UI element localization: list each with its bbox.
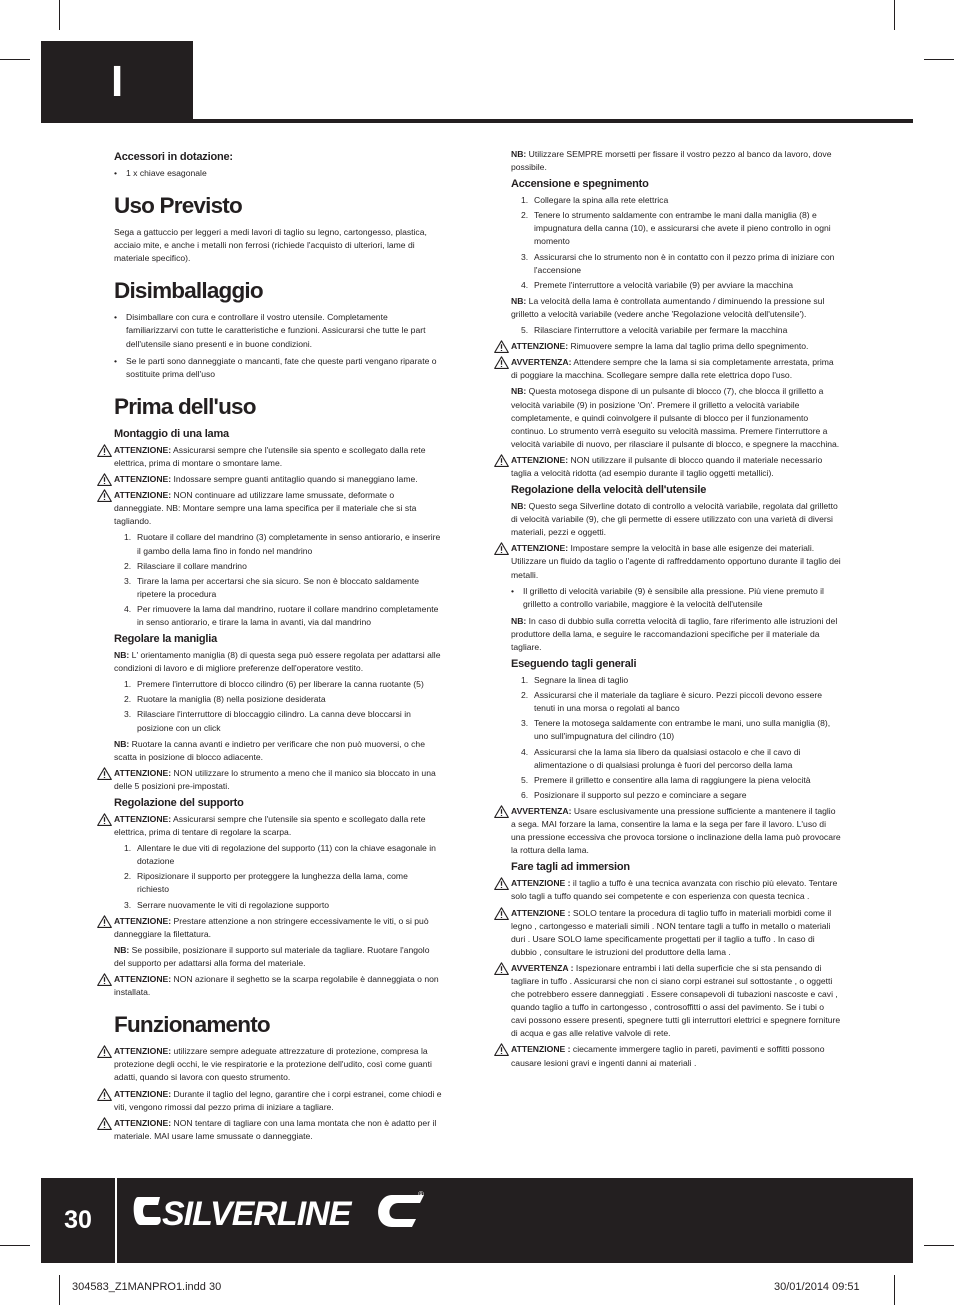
warning-label: ATTENZIONE: <box>114 915 172 926</box>
warning-text: ciecamente immergere taglio in pareti, pavimenti e soffitti possono causare lesioni gravi e ingenti danni ai materiali . <box>511 1044 825 1068</box>
warning-note <box>114 813 442 839</box>
step-text: Premete l'interruttore a velocità variabile (9) per avviare la macchina <box>534 279 794 290</box>
step-text: Collegare la spina alla rete elettrica <box>534 195 669 206</box>
list-item: 1. Premere l'interruttore di blocco cilindro (6) per liberare la canna ruotante (5) <box>124 679 424 690</box>
disimballaggio-bullet: • Disimballare con cura e controllare il vostro utensile. Completamente familiarizzarvi con tutte le caratteristiche e funzioni. Assicurarsi che tutte le part dell'utensile siano presenti e in buone condizioni. <box>114 311 442 350</box>
prima-uso-heading: Prima dell'uso <box>114 393 256 419</box>
silverline-logo <box>130 1183 430 1238</box>
registered-mark: ® <box>418 1190 424 1199</box>
left-column <box>114 148 442 1146</box>
step-text: Premere il grilletto e consentire alla lama di raggiungere la piena velocità <box>534 774 811 785</box>
warning-note <box>511 1043 841 1069</box>
language-code: I <box>111 57 124 106</box>
nb-text: Ruotare la canna avanti e indietro per verificare che non può muoversi, o che scatta in posizione di blocco adiacente. <box>114 738 425 762</box>
step-text: Tenere lo strumento saldamente con entrambe le mani dalla maniglia (8) e impugnatura della canna (10), e assicurarsi che avete il pieno controllo in ogni momento <box>534 210 831 247</box>
warning-note <box>114 973 442 999</box>
list-item: 2. Riposizionare il supporto per proteggere la lunghezza della lama, come richiesto <box>124 871 408 895</box>
step-text: Rilasciare l'interruttore di bloccaggio cilindro. La canna deve bloccarsi in posizione con un click <box>137 709 411 733</box>
warning-text: Attendere sempre che la lama si sia completamente arrestata, prima di poggiare la macchina. Scollegare sempre dalla rete elettrica dopo l'uso. <box>511 357 834 381</box>
step-text: Per rimuovere la lama dal mandrino, ruotare il collare mandrino completamente in senso antiorario, e tirare la lama in avanti, via dal mandrino <box>137 603 439 627</box>
accensione-steps-cont <box>511 324 841 337</box>
nb-text: Se possibile, posizionare il supporto sul materiale da tagliare. Ruotare l'angolo del supporto per adattarsi alla forma del materiale. <box>114 944 430 968</box>
nb-note <box>511 295 841 321</box>
crop-mark <box>0 59 30 60</box>
montaggio-heading: Montaggio di una lama <box>114 427 229 440</box>
warning-label: ATTENZIONE: <box>114 490 172 501</box>
step-text: Serrare nuovamente le viti di regolazione supporto <box>137 899 330 910</box>
file-slug: 304583_Z1MANPRO1.indd 30 <box>72 1281 222 1293</box>
warning-label: ATTENZIONE: <box>114 814 172 824</box>
nb-note <box>511 148 841 174</box>
warning-label: ATTENZIONE: <box>114 974 172 985</box>
step-text: Tirare la lama per accertarsi che sia sicuro. Se non è bloccato saldamente ripetere la procedura <box>137 575 419 599</box>
warning-note <box>114 489 442 528</box>
list-item: 1. Ruotare il collare del mandrino (3) completamente in senso antiorario, e inserire il gambo della lama fino in fondo nel mandrino <box>124 532 441 556</box>
step-text: Assicurarsi che lo strumento non è in contatto con il pezzo prima di iniziare con l'accensione <box>534 251 835 275</box>
header-rule <box>193 119 913 123</box>
warning-text: NON azionare il seghetto se la scarpa regolabile è danneggiata o non installata. <box>114 974 439 998</box>
nb-note <box>511 385 841 450</box>
step-text: Premere l'interruttore di blocco cilindro (6) per liberare la canna ruotante (5) <box>137 679 424 690</box>
step-text: Posizionare il supporto sul pezzo e cominciare a segare <box>534 789 747 800</box>
warning-text: il taglio a tuffo è una tecnica avanzata con rischio più elevato. Tentare solo tagli a tuffo quando sei competente e con esperienza con questa tecnica . <box>511 878 838 902</box>
warning-text: SOLO tentare la procedura di taglio tuffo in materiali morbidi come il legno , cartongesso e materiali simili . NON tentare tagli a tuffo in metallo o materiali duri . Usare SOLO lame specificamente progettati per il taglio a tuffo . In caso di dubbio , consultare le istruzioni del produttore della lama . <box>511 907 832 957</box>
warning-triangle-icon <box>494 877 509 890</box>
warning-text: NON utilizzare il pulsante di blocco quando il materiale necessario taglia a velocità ridotta (ad esempio durante il taglio oggetti metallici). <box>511 454 823 478</box>
nb-note <box>114 944 442 970</box>
crop-mark <box>59 0 60 30</box>
crop-mark <box>894 0 895 30</box>
warning-label: ATTENZIONE: <box>114 767 172 778</box>
warning-label: ATTENZIONE: <box>114 1117 172 1128</box>
crop-mark <box>924 1245 954 1246</box>
warning-label: ATTENZIONE: <box>511 454 569 465</box>
warning-text: Ispezionare entrambi i lati della superficie che si sta pensando di tagliare in tuffo . Assicurarsi che non ci siano corpi estranei sul sottostante , o oggetti che potrebbero essere danneggiati . Essere consapevoli di tubazioni nascoste e cavi , quando taglio a tuffo in cartongesso , controsoffitti o assi del pavimento. Se i tubi o cavi possono essere presenti, spegnere tutti gli interruttori elettrici e spegnere forniture di acqua e gas alle relative valvole di rete. <box>511 962 841 1039</box>
list-item: 5. Rilasciare l'interruttore a velocità variabile per fermare la macchina <box>521 325 788 336</box>
crop-mark <box>894 1275 895 1305</box>
funzionamento-heading: Funzionamento <box>114 1012 270 1038</box>
warning-note <box>114 1117 442 1143</box>
montaggio-steps <box>114 531 442 629</box>
crop-mark <box>0 1245 30 1246</box>
warning-text: Assicurarsi sempre che l'utensile sia spento e scollegato dalla rete elettrica, prima di tentare di regolare la scarpa. <box>114 814 426 838</box>
step-text: Ruotare la maniglia (8) nella posizione desiderata <box>137 694 326 705</box>
warning-triangle-icon <box>97 1117 112 1130</box>
warning-triangle-icon <box>494 340 509 353</box>
warning-text: NON tentare di tagliare con una lama montata che non è adatto per il materiale. MAI usare lame smussate o danneggiate. <box>114 1117 437 1141</box>
warning-text: Assicurarsi sempre che l'utensile sia spento e scollegato dalla rete elettrica, prima di montare o smontare lame. <box>114 444 426 468</box>
list-item: 6. Posizionare il supporto sul pezzo e cominciare a segare <box>521 789 747 800</box>
warning-note <box>511 907 841 959</box>
nb-text: Questa motosega dispone di un pulsante di blocco (7), che blocca il grilletto a velocità variabile (9) in posizione 'On'. Premere il grilletto a velocità variabile completamente, e quindi coinvolgere il pulsante di blocco per il funzionamento continuo. Lo strumento verrà eseguito su velocità massima. Premere l'interruttore a velocità variabile di nuovo, per rilasciare il pulsante di blocco, e spegnere la macchina. <box>511 386 840 449</box>
nb-label: NB: <box>511 615 527 626</box>
nb-text: Questo sega Silverline dotato di controllo a velocità variabile, regolata dal grilletto di velocità variabile (9), che gli permette di essere utilizzato con una varietà di diversi materiali, pezzi e oggetti. <box>511 501 838 538</box>
warning-label: AVVERTENZA: <box>511 805 572 816</box>
nb-note <box>511 500 841 539</box>
list-item: 1. Segnare la linea di taglio <box>521 675 629 686</box>
supporto-steps <box>114 842 442 911</box>
crop-mark <box>924 59 954 60</box>
warning-label: ATTENZIONE : <box>511 907 571 918</box>
nb-label: NB: <box>114 944 130 955</box>
warning-note <box>114 444 442 470</box>
warning-label: AVVERTENZA : <box>511 962 574 973</box>
warning-label: ATTENZIONE: <box>114 1046 172 1057</box>
warning-triangle-icon <box>97 473 112 486</box>
velocita-bullet: • Il grilletto di velocità variabile (9) è sensibile alla pressione. Più viene premuto il grilletto a controllo variabile, maggiore è la velocità dell'utensile <box>511 585 841 611</box>
accessori-item: • 1 x chiave esagonale <box>114 167 442 180</box>
nb-note <box>114 649 442 675</box>
warning-text: Durante il taglio del legno, garantire che i corpi estranei, come chiodi e viti, vengono rimossi dal pezzo prima di iniziare a tagliare. <box>114 1088 442 1112</box>
list-item: 4. Assicurarsi che la lama sia libero da qualsiasi ostacolo e che il cavo di alimentazione o di qualsiasi prolunga è fuori del percorso della lama <box>521 746 801 770</box>
maniglia-steps <box>114 678 442 734</box>
nb-label: NB: <box>511 295 527 306</box>
step-text: Rilasciare l'interruttore a velocità variabile per fermare la macchina <box>534 325 788 336</box>
warning-label: ATTENZIONE : <box>511 878 571 889</box>
warning-text: Usare esclusivamente una pressione sufficiente a mantenere il taglio a sega. MAI forzare la lama, consentire la lama e la sega per fare il lavoro. L'uso di una pressione eccessiva che provoca torsione o inclinazione della lama può provocare la rottura della lama. <box>511 805 841 856</box>
right-column <box>511 148 841 1073</box>
nb-text: Utilizzare SEMPRE morsetti per fissare il vostro pezzo al banco da lavoro, dove possibile. <box>511 149 832 173</box>
warning-label: AVVERTENZA: <box>511 357 572 368</box>
step-text: Segnare la linea di taglio <box>534 675 629 686</box>
warning-triangle-icon <box>494 542 509 555</box>
disimballaggio-bullet: • Se le parti sono danneggiate o mancanti, fate che queste parti vengano riparate o sostituite prima dell'uso <box>114 355 442 381</box>
list-item: 5. Premere il grilletto e consentire alla lama di raggiungere la piena velocità <box>521 774 811 785</box>
warning-triangle-icon <box>494 805 509 818</box>
warning-label: ATTENZIONE : <box>511 1044 571 1055</box>
page-number: 30 <box>64 1206 92 1234</box>
list-item: 2. Tenere lo strumento saldamente con entrambe le mani dalla maniglia (8) e impugnatura della canna (10), e assicurarsi che avete il pieno controllo in ogni momento <box>521 210 831 247</box>
regolazione-velocita-heading: Regolazione della velocità dell'utensile <box>511 484 707 497</box>
list-item: 2. Rilasciare il collare mandrino <box>124 560 247 571</box>
warning-text: Impostare sempre la velocità in base alle esigenze dei materiali. Utilizzare un fluido da taglio o l'agente di raffreddamento opportuno durante il taglio dei metalli. <box>511 543 841 580</box>
list-item: 3. Assicurarsi che lo strumento non è in contatto con il pezzo prima di iniziare con l'accensione <box>521 251 835 275</box>
nb-note <box>114 738 442 764</box>
tagli-generali-heading: Eseguendo tagli generali <box>511 658 637 671</box>
warning-text: Indossare sempre guanti antitaglio quando si maneggiano lame. <box>171 474 418 485</box>
nb-label: NB: <box>114 650 130 661</box>
warning-triangle-icon <box>97 813 112 826</box>
step-text: Tenere la motosega saldamente con entrambe le mani, uno sulla maniglia (8), uno sull'impugnatura del cilindro (10) <box>534 718 831 742</box>
warning-triangle-icon <box>97 973 112 986</box>
warning-triangle-icon <box>494 1043 509 1056</box>
nb-note <box>511 615 841 654</box>
list-item: 3. Rilasciare l'interruttore di bloccaggio cilindro. La canna deve bloccarsi in posizione con un click <box>124 709 411 733</box>
warning-note <box>114 1088 442 1114</box>
warning-triangle-icon <box>97 1045 112 1058</box>
step-text: Riposizionare il supporto per proteggere la lunghezza della lama, come richiesto <box>137 871 408 895</box>
warning-note <box>511 340 841 353</box>
warning-text: Prestare attenzione a non stringere eccessivamente le viti, o si può danneggiare la filettatura. <box>114 915 429 939</box>
uso-previsto-heading: Uso Previsto <box>114 193 242 219</box>
warning-triangle-icon <box>494 356 509 369</box>
nb-label: NB: <box>114 738 130 749</box>
nb-text: La velocità della lama è controllata aumentando / diminuendo la pressione sul grilletto a velocità variabile (vedere anche 'Regolazione velocità dell'utensile'). <box>511 295 825 319</box>
warning-label: ATTENZIONE: <box>114 444 172 455</box>
warning-label: ATTENZIONE: <box>114 1088 172 1099</box>
warning-label: ATTENZIONE: <box>114 474 172 485</box>
warning-triangle-icon <box>494 454 509 467</box>
brand-wordmark: SILVERLINE <box>162 1195 351 1233</box>
warning-text: NON utilizzare lo strumento a meno che il manico sia bloccato in una delle 5 posizioni pre-impostati. <box>114 767 436 791</box>
tagli-immersion-heading: Fare tagli ad immersion <box>511 861 630 874</box>
accessori-heading: Accessori in dotazione: <box>114 151 233 163</box>
list-item: 1. Allentare le due viti di regolazione del supporto (11) con la chiave esagonale in dotazione <box>124 843 436 867</box>
warning-triangle-icon <box>494 962 509 975</box>
warning-note <box>114 915 442 941</box>
warning-text: Rimuovere sempre la lama dal taglio prima dello spegnimento. <box>568 341 809 352</box>
warning-triangle-icon <box>494 907 509 920</box>
tagli-generali-steps <box>511 674 841 802</box>
warning-note <box>511 454 841 480</box>
warning-note <box>114 1045 442 1084</box>
nb-text: In caso di dubbio sulla corretta velocità di taglio, fare riferimento alle istruzioni del produttore della lama, e seguire le raccomandazioni specifiche per il materiale da tagliare. <box>511 615 838 652</box>
supporto-heading: Regolazione del supporto <box>114 797 244 809</box>
warning-triangle-icon <box>97 1088 112 1101</box>
list-item: 3. Tirare la lama per accertarsi che sia sicuro. Se non è bloccato saldamente ripetere la procedura <box>124 575 419 599</box>
list-item: 4. Premete l'interruttore a velocità variabile (9) per avviare la macchina <box>521 279 794 290</box>
warning-note <box>511 356 841 382</box>
maniglia-heading: Regolare la maniglia <box>114 633 217 646</box>
nb-text: L' orientamento maniglia (8) di questa sega può essere regolata per adattarsi alle condizioni di lavoro e di migliore preferenze dell'operatore vestito. <box>114 650 441 674</box>
step-text: Assicurarsi che la lama sia libero da qualsiasi ostacolo e che il cavo di alimentazione o di qualsiasi prolunga è fuori del percorso della lama <box>534 746 801 770</box>
nb-label: NB: <box>511 501 527 512</box>
warning-label: ATTENZIONE: <box>511 341 569 352</box>
step-text: Rilasciare il collare mandrino <box>137 560 247 571</box>
warning-note <box>511 542 841 581</box>
warning-label: ATTENZIONE: <box>511 543 569 554</box>
warning-note <box>511 962 841 1041</box>
list-item: 3. Tenere la motosega saldamente con entrambe le mani, uno sulla maniglia (8), uno sull'impugnatura del cilindro (10) <box>521 718 831 742</box>
warning-note <box>114 473 442 486</box>
list-item: 3. Serrare nuovamente le viti di regolazione supporto <box>124 899 330 910</box>
date-slug: 30/01/2014 09:51 <box>774 1281 860 1293</box>
nb-label: NB: <box>511 149 527 159</box>
step-text: Assicurarsi che il materiale da tagliare è sicuro. Pezzi piccoli devono essere tenuti in una morsa o regolati al banco <box>534 690 823 714</box>
language-tab <box>41 41 193 123</box>
warning-text: NON continuare ad utilizzare lame smussate, deformate o danneggiate. NB: Montare sempre una lama specifica per il materiale che si sta tagliando. <box>114 490 417 527</box>
accensione-steps <box>511 194 841 292</box>
accensione-heading: Accensione e spegnimento <box>511 178 649 191</box>
warning-text: utilizzare sempre adeguate attrezzature di protezione, compresa la protezione degli occhi, le vie respiratorie e la protezione dell'udito, così come guanti adatti, quando si lavora con questo strumento. <box>114 1046 432 1083</box>
footer-divider <box>115 1178 117 1263</box>
list-item: 1. Collegare la spina alla rete elettrica <box>521 195 669 206</box>
warning-triangle-icon <box>97 489 112 502</box>
warning-note <box>511 877 841 903</box>
uso-previsto-text: Sega a gattuccio per leggeri a medi lavori di taglio su legno, cartongesso, plastica, acciaio mite, e anche i metalli non ferrosi (richiede l'acquisto di ulteriori, lame di materiale specifico). <box>114 227 427 264</box>
warning-triangle-icon <box>97 915 112 928</box>
warning-triangle-icon <box>97 767 112 780</box>
disimballaggio-heading: Disimballaggio <box>114 278 263 304</box>
nb-label: NB: <box>511 386 527 397</box>
warning-note <box>114 767 442 793</box>
step-text: Ruotare il collare del mandrino (3) completamente in senso antiorario, e inserire il gambo della lama fino in fondo nel mandrino <box>137 532 441 556</box>
warning-note <box>511 805 841 857</box>
step-text: Allentare le due viti di regolazione del supporto (11) con la chiave esagonale in dotazione <box>137 843 436 867</box>
list-item: 4. Per rimuovere la lama dal mandrino, ruotare il collare mandrino completamente in senso antiorario, e tirare la lama in avanti, via dal mandrino <box>124 603 439 627</box>
list-item: 2. Assicurarsi che il materiale da tagliare è sicuro. Pezzi piccoli devono essere tenuti in una morsa o regolati al banco <box>521 690 823 714</box>
warning-triangle-icon <box>97 444 112 457</box>
list-item: 2. Ruotare la maniglia (8) nella posizione desiderata <box>124 694 326 705</box>
crop-mark <box>59 1275 60 1305</box>
